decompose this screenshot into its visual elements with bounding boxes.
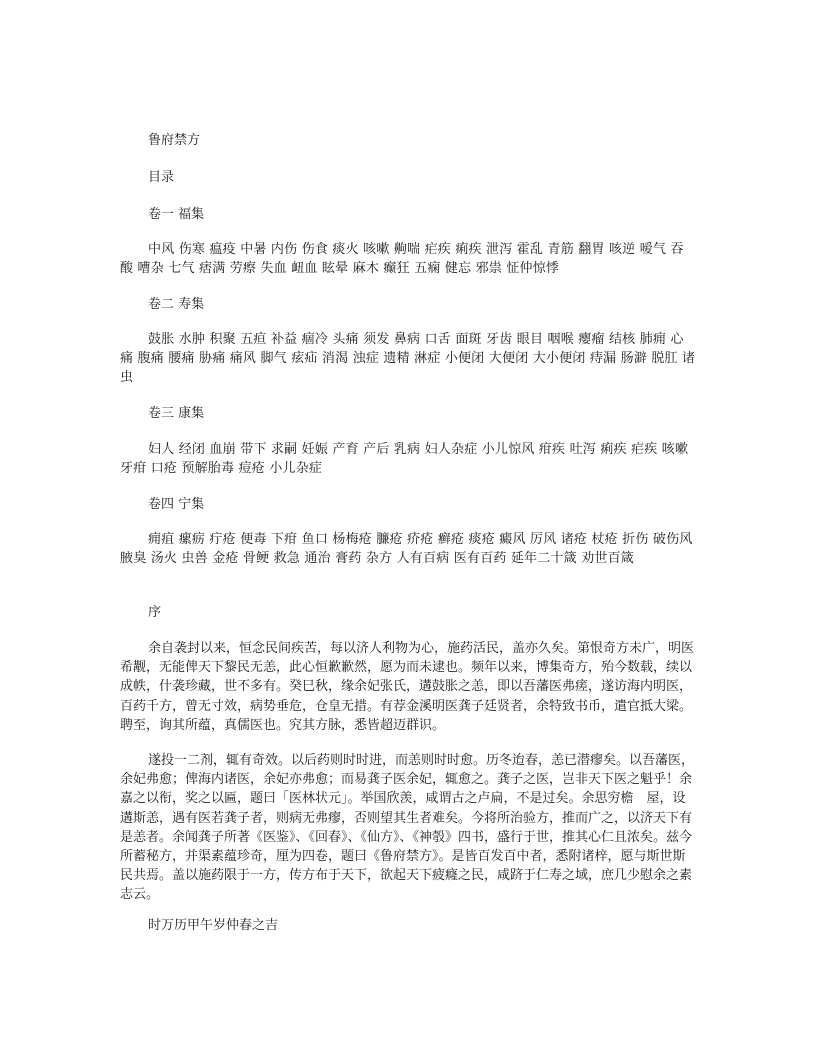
book-title: 鲁府禁方	[148, 133, 201, 148]
volume-4-heading: 卷四 宁集	[148, 497, 205, 512]
preface-paragraph-2: 遂投一二剂，辄有奇效。以后药则时时进，而恙则时时愈。历冬迨春，恙已潜瘳矣。以吾藩医，余妃弗愈；俾海内诸医，余妃亦弗愈；而易龚子医余妃，辄愈之。龚子之医，岂非天下医之魁乎！余嘉之以衔，奖之以匾，题曰「医林状元」。举国欣羡，咸谓古之卢扁，不是过矣。余思穷檐 屋，设遘斯恙，遇有医若龚子者，则病无弗瘳，否则望其生者难矣。今将所治验方，推而广之，以济天下有是恙者。余闻龚子所著《医鉴》、《回春》、《仙方》、《神彀》四书，盛行于世，推其心仁且浓矣。兹今所蓄秘方，并渠素蕴珍奇，厘为四卷，题曰《鲁府禁方》。是皆百发百中者，悉附诸梓，愿与斯世斯民共焉。盖以施药限于一方，传方布于天下，欲起天下疲癃之民，咸跻于仁寿之域，庶几少慰余之素志云。	[120, 753, 695, 903]
preface-heading: 序	[148, 605, 162, 620]
volume-2-items: 鼓胀 水肿 积聚 五疸 补益 痼冷 头痛 须发 鼻病 口舌 面斑 牙齿 眼目 咽喉 瘿瘤 结核 肺痈 心痛 腹痛 腰痛 胁痛 痛风 脚气 痃疝 消渴 浊症 遗精 淋症 小便闭 大便闭 大小便闭 痔漏 肠澼 脱肛 诸虫	[120, 332, 696, 386]
volume-1-items: 中风 伤寒 瘟疫 中暑 内伤 伤食 痰火 咳嗽 齁喘 疟疾 痢疾 泄泻 霍乱 青筋 翻胃 咳逆 嗳气 吞酸 嘈杂 七气 痞满 劳瘵 失血 衄血 眩晕 麻木 癫狂 五痫 健忘 邪祟 怔仲惊悸	[120, 242, 684, 277]
volume-3-heading: 卷三 康集	[148, 406, 205, 421]
contents-heading: 目录	[148, 170, 175, 185]
preface-date-line: 时万历甲午岁仲春之吉	[148, 918, 279, 933]
volume-4-items: 痈疽 瘰疬 疔疮 便毒 下疳 鱼口 杨梅疮 臁疮 疥疮 癣疮 痰疮 癜风 厉风 诸疮 杖疮 折伤 破伤风 腋臭 汤火 虫兽 金疮 骨鲠 救急 通治 膏药 杂方 人有百病 医有百药 延年二十箴 劝世百箴	[120, 532, 697, 567]
volume-2-heading: 卷二 寿集	[148, 297, 205, 312]
volume-3-items: 妇人 经闭 血崩 带下 求嗣 妊娠 产育 产后 乳病 妇人杂症 小儿惊风 疳疾 吐泻 痢疾 疟疾 咳嗽 牙疳 口疮 预解胎毒 痘疮 小儿杂症	[120, 442, 693, 477]
preface-paragraph-1: 余自袭封以来，恒念民间疾苦，每以济人利物为心，施药活民，盖亦久矣。第恨奇方未广，明医希觏，无能俾天下黎民无恙，此心恒歉歉然，愿为而未逮也。频年以来，博集奇方，殆今数载，续以成帙，什袭珍藏，世不多有。癸巳秋，缘余妃张氏，遘鼓胀之恙，即以吾藩医弗瘥，遂访海内明医，百药千方，曾无寸效，病势垂危，仓皇无措。有荐金溪明医龚子廷贤者，余特致书币，遣官抵大梁。聘至，询其所蕴，真儒医也。究其方脉，悉皆超迈群识。	[120, 641, 695, 733]
volume-1-heading: 卷一 福集	[148, 207, 205, 222]
